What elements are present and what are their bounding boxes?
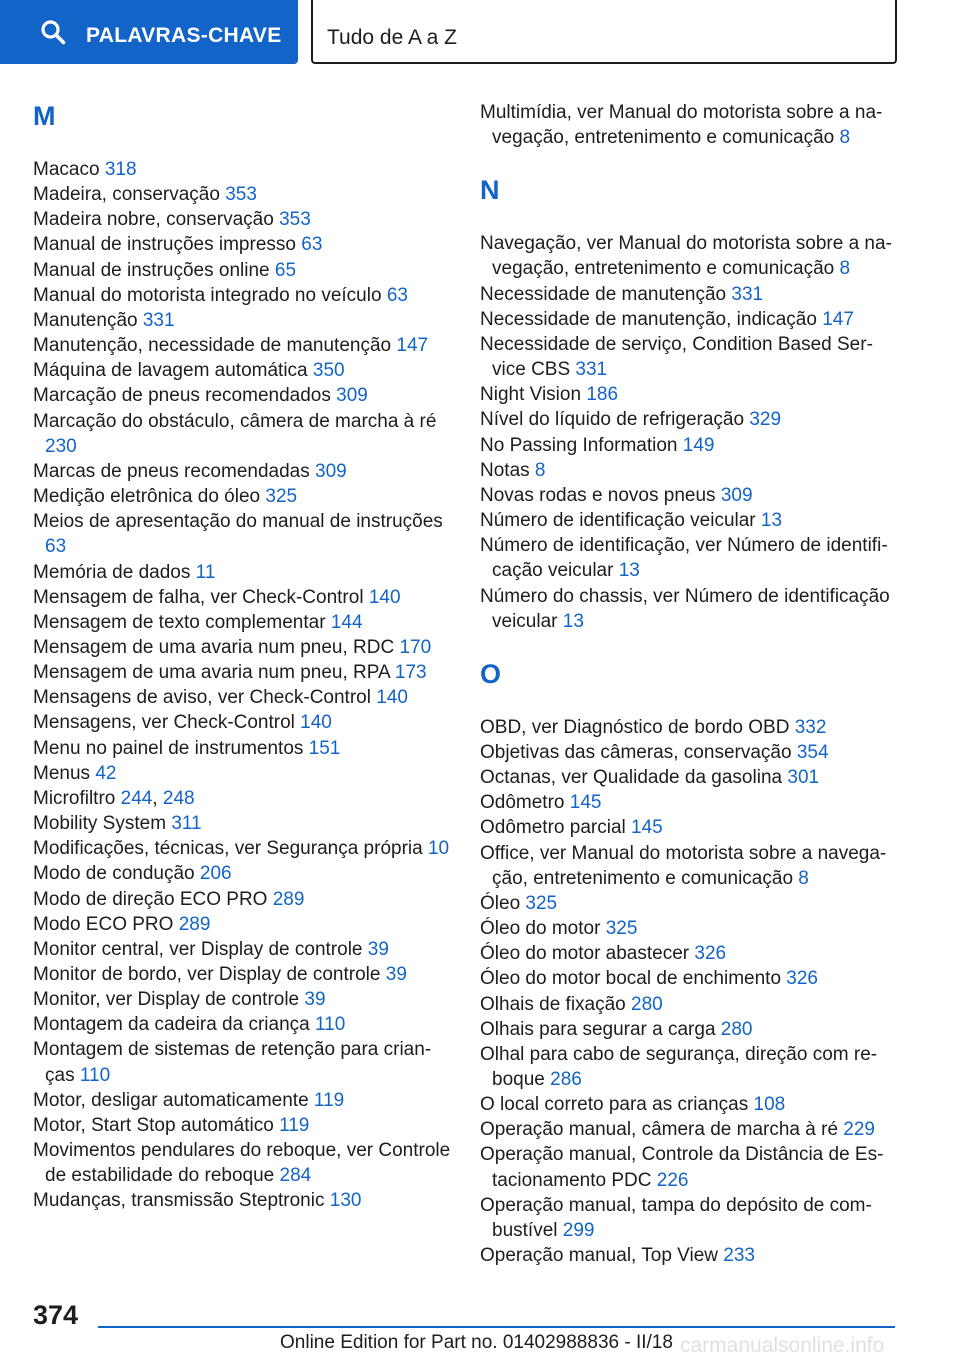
- index-entry: [33, 912, 453, 937]
- page-link[interactable]: 332: [794, 716, 827, 738]
- index-entry-text: Odômetro parcial: [480, 817, 626, 839]
- index-entry: [480, 508, 900, 533]
- index-entry-text: Mensagem de uma avaria num pneu, RDC: [33, 636, 395, 658]
- tab-a-to-z-label: Tudo de A a Z: [327, 26, 457, 49]
- index-entry: [480, 100, 900, 150]
- index-entry-text: Operação manual, tampa do depósito de combustível: [480, 1194, 872, 1241]
- index-entry-text: Novas rodas e novos pneus: [480, 484, 716, 506]
- page-link[interactable]: 353: [279, 209, 311, 231]
- keywords-button[interactable]: [0, 0, 298, 64]
- index-entry-text: Menu no painel de instrumentos: [33, 737, 304, 759]
- page-link[interactable]: 13: [618, 560, 640, 582]
- index-entry-text: Monitor de bordo, ver Display de controle: [33, 964, 381, 985]
- index-entry: [480, 1092, 900, 1117]
- index-entry-text: Octanas, ver Qualidade da gasolina: [480, 767, 783, 789]
- index-entry: [33, 1188, 453, 1213]
- page-link[interactable]: 119: [313, 1089, 345, 1111]
- index-entry: [480, 1142, 900, 1192]
- page-link[interactable]: 170: [399, 636, 432, 658]
- index-entry-text: Madeira, conservação: [33, 184, 220, 206]
- page-link[interactable]: 39: [367, 938, 389, 960]
- search-icon: [40, 19, 66, 45]
- index-entry-text: Memória de dados: [33, 561, 191, 583]
- section-letter-o: O: [480, 658, 502, 689]
- index-entry-text: Medição eletrônica do óleo: [33, 486, 261, 508]
- page-link[interactable]: 119: [279, 1114, 310, 1136]
- page-link[interactable]: 301: [787, 767, 820, 789]
- index-entry: [33, 232, 453, 257]
- index-entry-text: Navegação, ver Manual do motorista sobre a navegação, entretenimento e comunicação: [480, 233, 892, 280]
- index-entry: [33, 937, 453, 962]
- index-entry: [33, 157, 453, 182]
- index-entry-text: Máquina de lavagem automática: [33, 360, 308, 382]
- index-entry: [33, 1037, 453, 1087]
- page-link[interactable]: 13: [562, 610, 584, 632]
- header-bar: [0, 0, 960, 66]
- index-entry: [33, 836, 453, 861]
- index-entry-text: Mobility System: [33, 813, 167, 835]
- page-link[interactable]: 226: [656, 1169, 689, 1191]
- page-link[interactable]: 140: [376, 687, 408, 709]
- index-entry-text: Mensagem de uma avaria num pneu, RPA: [33, 662, 390, 684]
- index-entry-text: Necessidade de manutenção, indicação: [480, 308, 817, 330]
- index-entry: [33, 585, 453, 610]
- index-entry-text: Operação manual, Controle da Distância de Estacionamento PDC: [480, 1144, 884, 1191]
- index-entry-text: Mensagem de falha, ver Check-Control: [33, 586, 364, 608]
- page-link[interactable]: 326: [786, 968, 818, 990]
- index-entry: [33, 962, 453, 987]
- page-link[interactable]: 299: [562, 1219, 595, 1241]
- index-entry: [33, 484, 453, 509]
- page-link[interactable]: 145: [631, 817, 663, 839]
- index-entry-text: Modo de condução: [33, 863, 195, 885]
- index-entry-text: Mensagens, ver Check-Control: [33, 712, 295, 734]
- index-entry: [33, 987, 453, 1012]
- section-letter-m: M: [33, 101, 56, 131]
- index-entry-text: Manual do motorista integrado no veículo: [33, 284, 382, 306]
- page-link[interactable]: 326: [694, 943, 727, 965]
- page-link[interactable]: 147: [396, 335, 429, 357]
- index-entry: [480, 1193, 900, 1243]
- index-entry-text: Operação manual, câmera de marcha à ré: [480, 1119, 839, 1141]
- index-entry: [33, 383, 453, 408]
- index-entry-text: Óleo do motor bocal de enchimento: [480, 968, 782, 990]
- index-entry: [33, 761, 453, 786]
- index-entry-text: Operação manual, Top View: [480, 1245, 719, 1267]
- index-entry-text: Office, ver Manual do motorista sobre a navegação, entretenimento e comunicação: [480, 842, 887, 889]
- index-entry: [480, 407, 900, 432]
- index-entry: [480, 231, 900, 281]
- index-entry-text: Óleo do motor: [480, 918, 601, 940]
- index-entry: [33, 560, 453, 585]
- page-link[interactable]: 130: [329, 1190, 362, 1212]
- index-entry: [480, 966, 900, 991]
- index-entry: [33, 283, 453, 308]
- index-entry-text: Manual de instruções impresso: [33, 234, 296, 256]
- index-entry-text: Mensagens de aviso, ver Check-Control: [33, 687, 371, 709]
- index-column-left: [33, 100, 453, 1214]
- index-entry-text: Marcação de pneus recomendados: [33, 385, 331, 407]
- footer-divider: [98, 1326, 895, 1328]
- index-entry-text: Monitor central, ver Display de controle: [33, 938, 363, 960]
- page-link[interactable]: 8: [839, 127, 851, 149]
- page-link[interactable]: 284: [279, 1165, 312, 1187]
- index-entry-text: Nível do líquido de refrigeração: [480, 409, 745, 431]
- index-entry-text: Montagem da cadeira da criança: [33, 1014, 310, 1036]
- index-entry: [33, 635, 453, 660]
- page-link[interactable]: 145: [569, 792, 602, 814]
- index-entry-text: Manutenção: [33, 309, 138, 331]
- page-link[interactable]: 42: [95, 762, 117, 784]
- index-entry: [480, 433, 900, 458]
- index-entry: [480, 891, 900, 916]
- index-entry: [480, 458, 900, 483]
- page-link[interactable]: 63: [386, 284, 408, 306]
- page-link[interactable]: 110: [79, 1064, 111, 1086]
- index-entry-text: Mensagem de texto complementar: [33, 611, 326, 633]
- page-link[interactable]: 8: [534, 459, 546, 481]
- index-entry: [33, 736, 453, 761]
- index-entry: [33, 710, 453, 735]
- footer-edition: Online Edition for Part no. 01402988836 - II/18: [280, 1332, 673, 1353]
- index-entry-text: No Passing Information: [480, 434, 678, 456]
- page-link[interactable]: 309: [336, 385, 368, 407]
- index-entry-text: Marcação do obstáculo, câmera de marcha à ré: [33, 410, 437, 432]
- index-entry-text: Número de identificação, ver Número de identificação veicular: [480, 535, 888, 582]
- index-entry-text: Movimentos pendulares do reboque, ver Controle de estabilidade do reboque: [33, 1140, 451, 1187]
- index-entry: [33, 207, 453, 232]
- page-link[interactable]: 318: [104, 159, 137, 180]
- page-link[interactable]: 353: [225, 184, 257, 206]
- index-entry: [480, 332, 900, 382]
- index-entry-text: Óleo do motor abastecer: [480, 943, 690, 965]
- page-link[interactable]: 289: [178, 913, 211, 935]
- index-entry-text: Marcas de pneus recomendadas: [33, 460, 310, 482]
- index-entry: [480, 382, 900, 407]
- page-link[interactable]: 350: [312, 360, 345, 382]
- index-entry: [33, 861, 453, 886]
- page-link[interactable]: 13: [760, 510, 783, 532]
- page-link[interactable]: 354: [796, 741, 829, 763]
- page-link[interactable]: 248: [162, 787, 195, 809]
- index-entry: [480, 282, 900, 307]
- index-entry: [480, 740, 900, 765]
- index-entry-text: OBD, ver Diagnóstico de bordo OBD: [480, 716, 790, 738]
- page-link[interactable]: 329: [749, 409, 782, 431]
- page-link[interactable]: 206: [199, 863, 232, 885]
- index-entry-text: Olhais para segurar a carga: [480, 1018, 716, 1040]
- index-entry-text: Manual de instruções online: [33, 259, 270, 281]
- index-entry-text: Modificações, técnicas, ver Segurança própria: [33, 838, 423, 860]
- index-entry-text: Necessidade de manutenção: [480, 283, 727, 305]
- page-link[interactable]: 110: [315, 1014, 346, 1036]
- page-link[interactable]: 229: [843, 1119, 875, 1141]
- index-entry: [33, 1138, 453, 1188]
- index-entry-text: Olhal para cabo de segurança, direção com reboque: [480, 1043, 878, 1090]
- index-entry: [480, 790, 900, 815]
- index-entry: [480, 1243, 900, 1268]
- index-entry-text: Mudanças, transmissão Steptronic: [33, 1190, 325, 1212]
- index-entry-text: Monitor, ver Display de controle: [33, 989, 300, 1011]
- page-link[interactable]: 325: [525, 892, 558, 914]
- page-link[interactable]: 325: [265, 486, 298, 508]
- page-link[interactable]: 230: [45, 435, 77, 457]
- index-entry: [480, 533, 900, 583]
- index-entry-text: Olhais de fixação: [480, 993, 626, 1015]
- index-entry-text: Meios de apresentação do manual de instruções: [33, 511, 443, 533]
- index-entry: [480, 584, 900, 634]
- watermark: carmanualsonline.info: [680, 1334, 885, 1357]
- entry-list-m-continued: [480, 100, 900, 150]
- page-number: 374: [33, 1300, 79, 1330]
- page-link[interactable]: 280: [720, 1018, 753, 1040]
- index-entry: [480, 1017, 900, 1042]
- index-entry-text: O local correto para as crianças: [480, 1094, 749, 1116]
- page-link[interactable]: 186: [586, 384, 619, 406]
- index-entry: [33, 811, 453, 836]
- index-entry: [33, 786, 453, 811]
- page-separator: ,: [152, 787, 158, 809]
- page-link[interactable]: 11: [195, 561, 216, 583]
- index-entry-text: Madeira nobre, conservação: [33, 209, 274, 231]
- page-link[interactable]: 233: [723, 1245, 755, 1267]
- index-entry-text: Multimídia, ver Manual do motorista sobre a navegação, entretenimento e comunicação: [480, 102, 883, 149]
- page-link[interactable]: 8: [839, 258, 851, 280]
- page-link[interactable]: 8: [798, 867, 809, 889]
- page-link[interactable]: 144: [330, 611, 363, 633]
- page-link[interactable]: 151: [308, 737, 341, 759]
- page-link[interactable]: 331: [575, 359, 608, 381]
- page-link[interactable]: 108: [753, 1094, 786, 1116]
- index-entry: [480, 765, 900, 790]
- page-link[interactable]: 63: [45, 536, 67, 558]
- index-entry-text: Modo ECO PRO: [33, 913, 174, 935]
- index-entry: [480, 483, 900, 508]
- index-entry: [33, 685, 453, 710]
- index-entry: [33, 610, 453, 635]
- entry-list-m: [33, 157, 453, 1214]
- page-link[interactable]: 39: [385, 964, 407, 985]
- index-entry: [480, 715, 900, 740]
- tab-a-to-z[interactable]: [311, 0, 897, 64]
- index-entry: [33, 1113, 453, 1138]
- index-entry: [480, 1117, 900, 1142]
- index-entry: [33, 182, 453, 207]
- index-entry-text: Objetivas das câmeras, conservação: [480, 741, 792, 763]
- index-entry: [480, 307, 900, 332]
- index-entry: [33, 509, 453, 559]
- index-entry: [33, 258, 453, 283]
- index-entry: [33, 358, 453, 383]
- page-link[interactable]: 325: [605, 918, 638, 940]
- entry-list-o: [480, 715, 900, 1268]
- page-link[interactable]: 173: [394, 662, 427, 684]
- index-entry: [33, 333, 453, 358]
- index-column-right: [480, 100, 900, 1268]
- index-entry: [33, 1012, 453, 1037]
- page-link[interactable]: 280: [631, 993, 663, 1015]
- index-entry: [33, 1088, 453, 1113]
- page-link[interactable]: 65: [274, 259, 297, 281]
- page-link[interactable]: 140: [368, 586, 401, 608]
- keywords-label: PALAVRAS-CHAVE: [86, 24, 282, 47]
- index-entry: [33, 660, 453, 685]
- page-link[interactable]: 286: [550, 1069, 582, 1090]
- index-entry-text: Motor, desligar automaticamente: [33, 1089, 309, 1111]
- page-link[interactable]: 10: [427, 838, 450, 860]
- index-entry: [33, 308, 453, 333]
- page-link[interactable]: 140: [300, 712, 332, 734]
- index-entry-text: Óleo: [480, 892, 521, 914]
- index-entry-text: Notas: [480, 459, 530, 481]
- page-link[interactable]: 309: [720, 484, 753, 506]
- index-entry: [480, 941, 900, 966]
- index-entry-text: Night Vision: [480, 384, 582, 406]
- index-entry-text: Montagem de sistemas de retenção para crianças: [33, 1039, 432, 1086]
- page-link[interactable]: 311: [171, 813, 202, 835]
- index-entry: [33, 409, 453, 459]
- index-entry: [480, 815, 900, 840]
- index-entry-text: Microfiltro: [33, 787, 116, 809]
- index-entry: [33, 887, 453, 912]
- page-link[interactable]: 244: [120, 787, 153, 809]
- index-entry: [480, 992, 900, 1017]
- index-entry: [480, 841, 900, 891]
- section-letter-n: N: [480, 175, 500, 206]
- page-link[interactable]: 39: [304, 989, 326, 1011]
- page-link[interactable]: 63: [301, 234, 323, 256]
- page-link[interactable]: 331: [142, 309, 175, 331]
- index-entry: [33, 459, 453, 484]
- index-entry-text: Motor, Start Stop automático: [33, 1114, 274, 1136]
- index-entry-text: Menus: [33, 762, 91, 784]
- page-link[interactable]: 331: [731, 283, 764, 305]
- index-entry-text: Macaco: [33, 159, 100, 180]
- page-link[interactable]: 147: [822, 308, 854, 330]
- index-entry: [480, 1042, 900, 1092]
- index-entry: [480, 916, 900, 941]
- page-link[interactable]: 289: [272, 888, 305, 910]
- index-entry-text: Número de identificação veicular: [480, 510, 756, 532]
- index-entry-text: Necessidade de serviço, Condition Based Service CBS: [480, 333, 873, 381]
- page-link[interactable]: 309: [315, 460, 347, 482]
- page-link[interactable]: 149: [682, 434, 715, 456]
- index-entry-text: Número do chassis, ver Número de identificação veicular: [480, 585, 890, 632]
- entry-list-n: [480, 231, 900, 634]
- index-entry-text: Manutenção, necessidade de manutenção: [33, 335, 392, 357]
- index-entry-text: Modo de direção ECO PRO: [33, 888, 268, 910]
- index-entry-text: Odômetro: [480, 792, 565, 814]
